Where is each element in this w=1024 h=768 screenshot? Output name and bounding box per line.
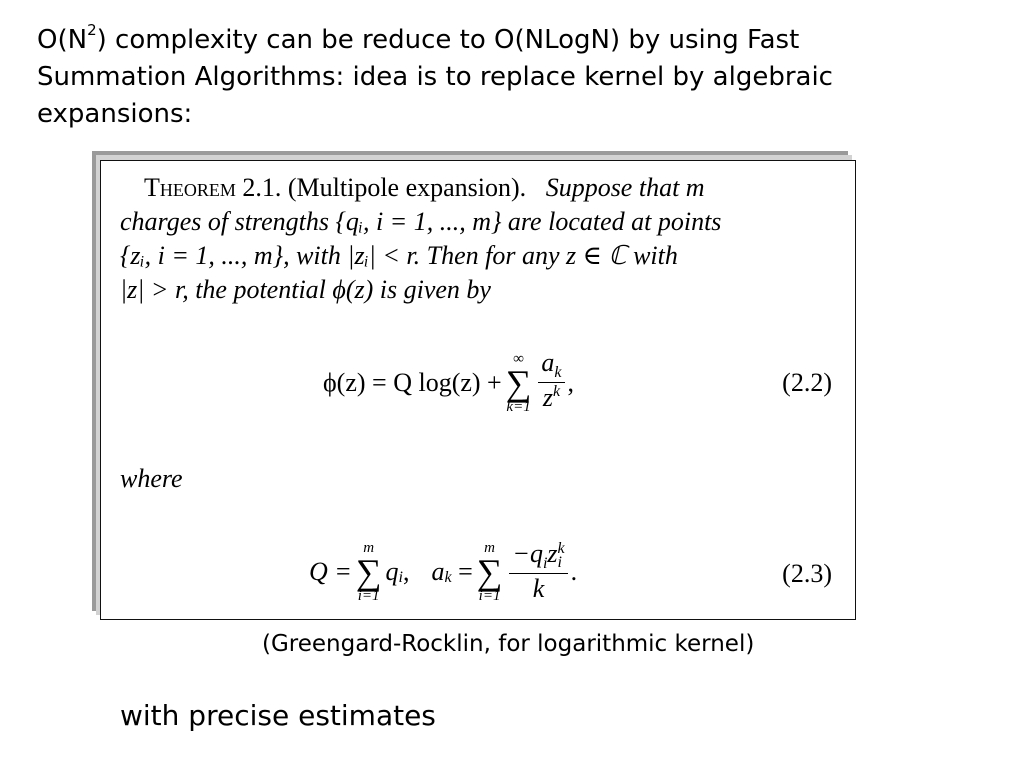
frac-denominator: k — [532, 574, 545, 603]
eq-2-3-q-lhs: Q = — [309, 556, 352, 586]
q-term: q — [385, 556, 399, 586]
intro-line-1-end: ) complexity can be reduce to O(NLogN) by using Fast — [96, 25, 800, 55]
theorem-heading: Theorem 2.1. — [144, 173, 282, 202]
theorem-line-2: charges of strengths {qᵢ, i = 1, ..., m} are located at points — [120, 207, 722, 236]
theorem-paragraph — [120, 171, 834, 307]
a-equals: = — [458, 556, 473, 586]
intro-line-3: expansions: — [37, 99, 193, 129]
image-caption: (Greengard-Rocklin, for logarithmic kernel) — [262, 631, 755, 657]
intro-text — [37, 22, 997, 133]
frac-numerator-z: z — [547, 539, 558, 568]
a-lhs: a — [431, 556, 445, 586]
eq-2-2-comma: , — [567, 367, 575, 397]
summation-symbol: m ∑ i=1 — [355, 539, 382, 604]
theorem-line-3: {zᵢ, i = 1, ..., m}, with |zᵢ| < r. Then for any z ∈ ℂ with — [120, 241, 678, 270]
frac-numerator: a — [541, 348, 555, 377]
sum-upper-limit: m — [363, 539, 375, 556]
equation-2-2-body — [323, 348, 574, 417]
frac-numerator-subi: i — [557, 554, 562, 572]
theorem-image — [100, 160, 856, 620]
equation-number-2-2: (2.2) — [782, 368, 832, 397]
frac-numerator: −q — [512, 539, 543, 568]
intro-line-2: Summation Algorithms: idea is to replace kernel by algebraic — [37, 62, 833, 92]
sum-lower-limit: i=1 — [357, 587, 380, 604]
closing-text: with precise estimates — [120, 699, 436, 732]
equation-2-3-body — [309, 539, 577, 604]
equation-2-2 — [101, 348, 855, 418]
sum-upper-limit: ∞ — [513, 350, 524, 367]
summation-symbol: ∞ ∑ k=1 — [505, 350, 532, 415]
where-label: where — [120, 464, 183, 493]
sum-upper-limit: m — [484, 539, 495, 556]
frac-numerator-sub: i — [542, 555, 548, 572]
equation-2-3 — [101, 539, 855, 609]
frac-numerator-sub: k — [554, 364, 562, 381]
frac-denominator: z — [542, 383, 553, 412]
sum-lower-limit: i=1 — [478, 587, 501, 604]
a-lhs-sub: k — [444, 568, 452, 586]
theorem-title: (Multipole expansion). — [287, 173, 527, 202]
sum-lower-limit: k=1 — [506, 398, 531, 415]
fraction-qz-over-k — [509, 539, 567, 604]
eq-2-3-separator: , — [402, 556, 410, 586]
theorem-line-4: |z| > r, the potential ϕ(z) is given by — [120, 275, 491, 304]
theorem-line-1 — [120, 171, 834, 205]
equation-number-2-3: (2.3) — [782, 559, 832, 588]
intro-line-1 — [37, 22, 997, 59]
q-term-sub: i — [398, 568, 403, 586]
summation-symbol: m ∑ i=1 — [476, 539, 503, 604]
frac-numerator-sup: k — [557, 540, 565, 558]
eq-2-2-lhs: ϕ(z) = Q log(z) + — [323, 367, 502, 397]
superscript-2: 2 — [87, 21, 97, 40]
frac-denominator-sup: k — [552, 383, 561, 400]
intro-line-1-start: O(N — [37, 25, 88, 55]
eq-2-3-period: . — [570, 556, 578, 586]
theorem-lead: Suppose that m — [545, 173, 705, 202]
fraction-ak-over-zk — [538, 348, 564, 417]
